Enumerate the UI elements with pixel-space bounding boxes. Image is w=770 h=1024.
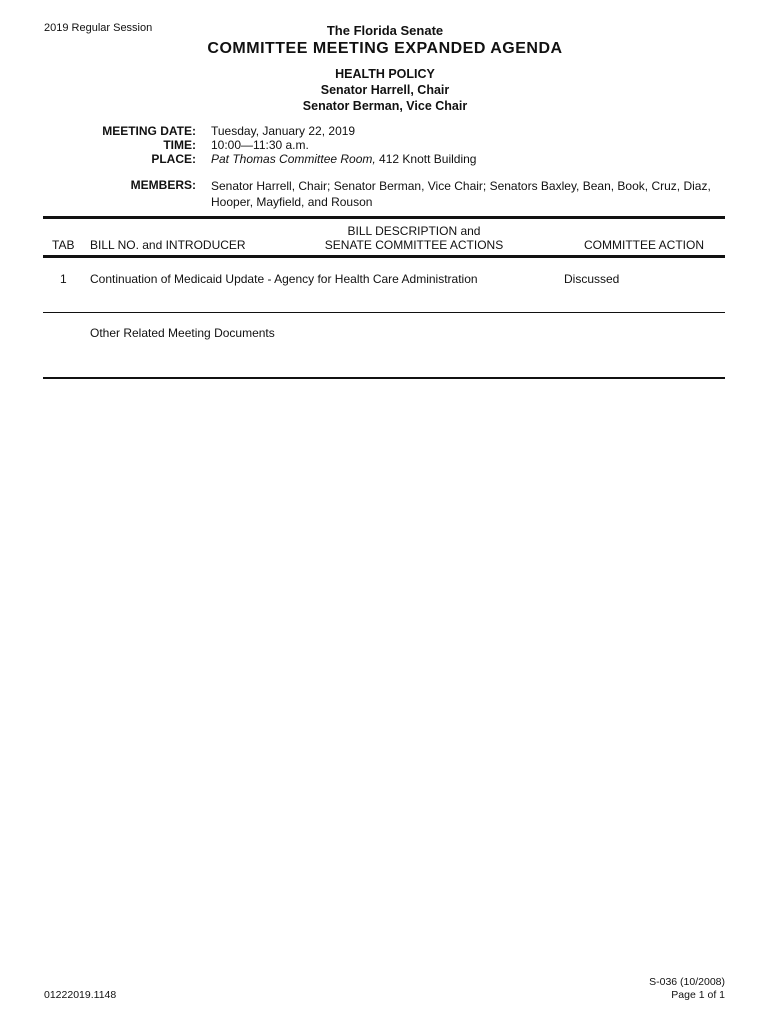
meeting-date-label: MEETING DATE: — [102, 124, 196, 138]
committee-vice-chair: Senator Berman, Vice Chair — [302, 99, 468, 113]
col-header-description-line-2: SENATE COMMITTEE ACTIONS — [324, 238, 504, 252]
other-related-documents: Other Related Meeting Documents — [90, 326, 275, 340]
committee-name: HEALTH POLICY — [335, 67, 435, 81]
table-header-rule — [43, 255, 725, 258]
col-header-action: COMMITTEE ACTION — [584, 238, 704, 252]
meeting-place-value — [211, 152, 476, 166]
meeting-place-building: 412 Knott Building — [375, 152, 477, 166]
col-header-tab: TAB — [52, 238, 75, 252]
meeting-date-value: Tuesday, January 22, 2019 — [211, 124, 356, 138]
members-label: MEMBERS: — [130, 178, 196, 192]
col-header-description-line-1: BILL DESCRIPTION and — [347, 224, 481, 238]
page-number: Page 1 of 1 — [671, 989, 725, 1001]
members-line-1: Senator Harrell, Chair; Senator Berman, Vice Chair; Senators Baxley, Bean, Book, Cruz, Diaz, — [211, 179, 711, 193]
document-id: 01222019.1148 — [44, 989, 117, 1001]
senate-name: The Florida Senate — [326, 23, 444, 38]
meeting-place-room: Pat Thomas Committee Room, — [211, 152, 376, 166]
committee-chair: Senator Harrell, Chair — [320, 83, 450, 97]
row-1-action: Discussed — [564, 272, 620, 286]
form-number: S-036 (10/2008) — [649, 976, 725, 988]
table-bottom-rule — [43, 377, 725, 379]
form-number-block — [649, 976, 725, 1002]
page-title: COMMITTEE MEETING EXPANDED AGENDA — [207, 40, 563, 57]
row-1-bill: Continuation of Medicaid Update - Agency for Health Care Administration — [90, 272, 478, 286]
committee-block — [0, 66, 770, 114]
table-top-rule — [43, 216, 725, 219]
meeting-time-label: TIME: — [163, 138, 196, 152]
row-1-tab: 1 — [60, 272, 67, 286]
table-row-rule — [43, 312, 725, 313]
col-header-bill: BILL NO. and INTRODUCER — [90, 238, 246, 252]
meeting-time-value: 10:00—11:30 a.m. — [211, 138, 309, 152]
meeting-place-label: PLACE: — [151, 152, 196, 166]
members-line-2: Hooper, Mayfield, and Rouson — [211, 195, 373, 209]
col-header-description — [305, 224, 523, 252]
members-list — [211, 178, 731, 210]
session-label: 2019 Regular Session — [44, 22, 153, 34]
